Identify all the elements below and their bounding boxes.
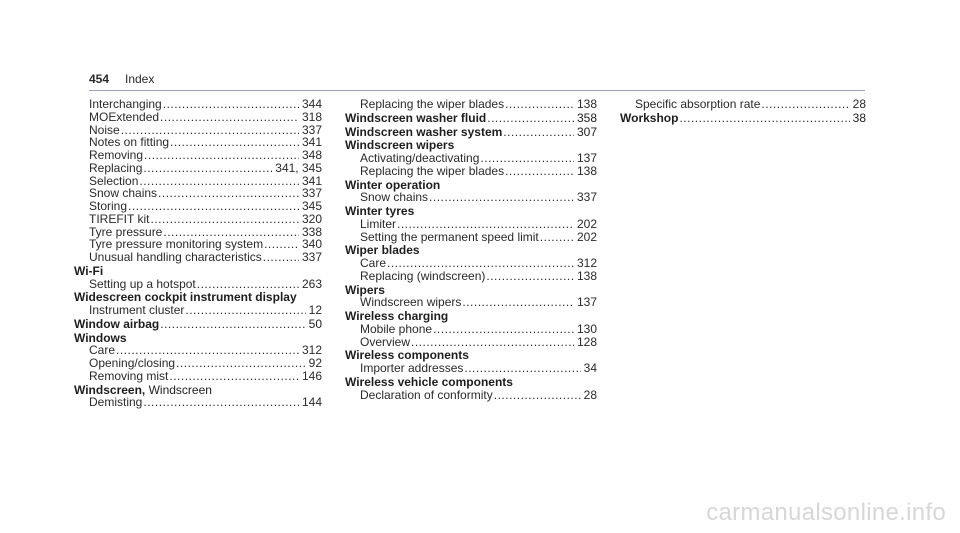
dot-leader	[144, 149, 299, 162]
entry-label: Unusual handling characteristics	[89, 250, 262, 264]
entry-label: Notes on fitting	[89, 135, 170, 150]
entry-label: Removing	[89, 148, 144, 162]
dot-leader	[143, 162, 272, 175]
entry-page: 337	[301, 122, 322, 137]
entry-page: 202	[576, 229, 597, 244]
entry-page: 128	[576, 334, 597, 349]
entry-page: 345	[301, 199, 322, 213]
entry-label: Mobile phone	[360, 321, 433, 336]
dot-leader	[411, 336, 574, 349]
index-column-1	[74, 98, 322, 409]
entry-label: Care	[360, 256, 387, 270]
dot-leader	[160, 111, 299, 124]
entry-label: Removing mist	[89, 368, 169, 383]
entry-page: 38	[852, 110, 866, 125]
entry-label: Noise	[89, 122, 120, 137]
dot-leader	[143, 396, 299, 409]
index-entry-overview[interactable]	[345, 336, 597, 349]
entry-page: 341	[301, 173, 322, 188]
entry-page: 137	[576, 151, 597, 165]
entry-page: 138	[576, 163, 597, 178]
entry-label: Opening/closing	[89, 356, 176, 370]
page-header	[89, 70, 865, 91]
entry-page: 50	[308, 316, 322, 331]
entry-label: Setting the permanent speed limit	[360, 229, 539, 244]
entry-page: 12	[308, 303, 322, 317]
entry-label: Snow chains	[89, 186, 158, 201]
dot-leader	[264, 238, 299, 251]
index-entry-absorption-rate[interactable]	[620, 98, 866, 111]
index-entry-tirefit[interactable]	[74, 213, 322, 226]
dot-leader	[169, 370, 299, 383]
index-heading-winter-tyres: Winter tyres	[345, 204, 415, 218]
index-entry-replacing-windscreen[interactable]	[345, 270, 597, 283]
index-entry-activating[interactable]	[345, 152, 597, 165]
index-entry-instrument-cluster[interactable]	[74, 304, 322, 317]
dot-leader	[505, 165, 574, 178]
entry-page: 34	[583, 361, 597, 375]
entry-page: 28	[583, 387, 597, 402]
index-entry-declaration[interactable]	[345, 389, 597, 402]
entry-label: Care	[89, 343, 116, 358]
index-entry-wiper-care[interactable]	[345, 257, 597, 270]
dot-leader	[494, 389, 581, 402]
dot-leader	[163, 98, 299, 111]
index-entry-window-airbag[interactable]	[74, 318, 322, 331]
entry-page: 338	[301, 224, 322, 239]
index-entry-windscreen-wipers[interactable]	[345, 296, 597, 309]
entry-page: 337	[301, 186, 322, 201]
dot-leader	[679, 112, 849, 125]
dot-leader	[387, 257, 574, 270]
index-entry-limiter[interactable]	[345, 218, 597, 231]
entry-page: 202	[576, 216, 597, 231]
index-heading-wipers: Wipers	[345, 282, 385, 297]
page-title: Index	[125, 72, 155, 86]
entry-label: Setting up a hotspot	[89, 276, 196, 291]
entry-page: 358	[576, 110, 597, 125]
entry-label: Workshop	[620, 110, 679, 125]
index-entry-storing[interactable]	[74, 200, 322, 213]
dot-leader	[263, 251, 299, 264]
entry-label: Replacing (windscreen)	[360, 268, 486, 283]
entry-label: Tyre pressure monitoring system	[89, 237, 264, 252]
index-entry-washer-system[interactable]	[345, 126, 597, 139]
index-entry-moextended[interactable]	[74, 111, 322, 124]
index-heading-winter-operation: Winter operation	[345, 177, 441, 192]
entry-label: Importer addresses	[360, 361, 464, 375]
dot-leader	[176, 357, 306, 370]
dot-leader	[150, 213, 299, 226]
entry-page: 337	[301, 250, 322, 264]
entry-label: Windscreen wipers	[360, 295, 462, 310]
index-entry-removing[interactable]	[74, 149, 322, 162]
dot-leader	[397, 218, 574, 231]
entry-page: 28	[852, 97, 866, 111]
heading-text: Windscreen,	[74, 382, 146, 397]
entry-label: Declaration of conformity	[360, 387, 493, 402]
dot-leader	[462, 296, 574, 309]
dot-leader	[480, 152, 574, 165]
dot-leader	[197, 278, 299, 291]
entry-page: 341	[301, 135, 322, 150]
entry-page: 320	[301, 211, 322, 226]
index-entry-washer-fluid[interactable]	[345, 112, 597, 125]
entry-label: Limiter	[360, 216, 397, 231]
entry-label: Activating/deactivating	[360, 151, 480, 165]
dot-leader	[486, 270, 574, 283]
entry-page: 92	[308, 356, 322, 370]
dot-leader	[128, 200, 299, 213]
index-entry-unusual-handling[interactable]	[74, 251, 322, 264]
dot-leader	[158, 187, 299, 200]
index-entry-snow-chains-2[interactable]	[345, 191, 597, 204]
index-entry-replacing-wiper[interactable]	[345, 98, 597, 111]
entry-label: Snow chains	[360, 190, 429, 205]
heading-extra: Windscreen	[145, 382, 212, 397]
entry-page: 337	[576, 190, 597, 205]
index-heading-windows: Windows	[74, 330, 127, 345]
entry-label: Window airbag	[74, 316, 160, 331]
index-column-3	[620, 98, 866, 125]
entry-label: Demisting	[89, 395, 143, 410]
entry-page: 307	[576, 124, 597, 139]
index-entry-mobile-phone[interactable]	[345, 323, 597, 336]
entry-label: Windscreen washer system	[345, 124, 503, 139]
index-entry-replacing-wiper-blades[interactable]	[345, 165, 597, 178]
index-entry-demisting[interactable]	[74, 396, 322, 409]
entry-page: 341, 345	[275, 160, 322, 175]
entry-page: 137	[576, 295, 597, 310]
entry-label: Overview	[360, 334, 411, 349]
index-entry-importer-addresses[interactable]	[345, 362, 597, 375]
entry-label: Specific absorption rate	[635, 97, 761, 111]
entry-page: 138	[576, 97, 597, 111]
entry-label: Windscreen washer fluid	[345, 110, 487, 125]
index-heading-wireless-charging: Wireless charging	[345, 309, 449, 323]
entry-label: Tyre pressure	[89, 224, 163, 239]
dot-leader	[503, 126, 574, 139]
dot-leader	[487, 112, 574, 125]
dot-leader	[433, 323, 574, 336]
entry-page: 312	[301, 343, 322, 358]
dot-leader	[429, 191, 574, 204]
entry-page: 144	[301, 395, 322, 410]
index-entry-permanent-speed-limit[interactable]	[345, 231, 597, 244]
dot-leader	[540, 231, 574, 244]
entry-label: Replacing the wiper blades	[360, 97, 505, 111]
dot-leader	[464, 362, 580, 375]
entry-label: MOExtended	[89, 109, 160, 124]
index-heading-wifi: Wi-Fi	[74, 263, 104, 278]
entry-page: 263	[301, 276, 322, 291]
index-entry-interchanging[interactable]	[74, 98, 322, 111]
index-heading-windscreen-wipers: Windscreen wipers	[345, 138, 455, 153]
index-entry-workshop[interactable]	[620, 112, 866, 125]
entry-page: 312	[576, 256, 597, 270]
entry-page: 146	[301, 368, 322, 383]
entry-label: Replacing the wiper blades	[360, 163, 505, 178]
entry-label: Selection	[89, 173, 139, 188]
entry-page: 138	[576, 268, 597, 283]
index-entry-hotspot[interactable]	[74, 278, 322, 291]
entry-page: 348	[301, 148, 322, 162]
entry-page: 130	[576, 321, 597, 336]
index-heading-wiper-blades: Wiper blades	[345, 243, 420, 258]
index-entry-opening-closing[interactable]	[74, 357, 322, 370]
index-heading-widescreen: Widescreen cockpit instrument display	[74, 290, 297, 305]
dot-leader	[505, 98, 574, 111]
entry-label: TIREFIT kit	[89, 211, 150, 226]
entry-page: 344	[301, 97, 322, 111]
entry-page: 318	[301, 109, 322, 124]
dot-leader	[139, 175, 299, 188]
entry-label: Replacing	[89, 160, 143, 175]
index-column-2	[345, 98, 597, 401]
dot-leader	[160, 318, 305, 331]
watermark: carmanualsonline.info	[706, 499, 946, 526]
entry-label: Instrument cluster	[89, 303, 185, 317]
entry-label: Interchanging	[89, 97, 162, 111]
page-number: 454	[89, 72, 110, 86]
dot-leader	[761, 98, 849, 111]
dot-leader	[185, 304, 305, 317]
index-heading-wireless-vehicle: Wireless vehicle components	[345, 374, 513, 389]
dot-leader	[170, 136, 299, 149]
entry-label: Storing	[89, 199, 128, 213]
index-heading-wireless-components: Wireless components	[345, 348, 469, 363]
index-entry-replacing[interactable]	[74, 162, 322, 175]
index-entry-removing-mist[interactable]	[74, 370, 322, 383]
entry-page: 340	[301, 237, 322, 252]
